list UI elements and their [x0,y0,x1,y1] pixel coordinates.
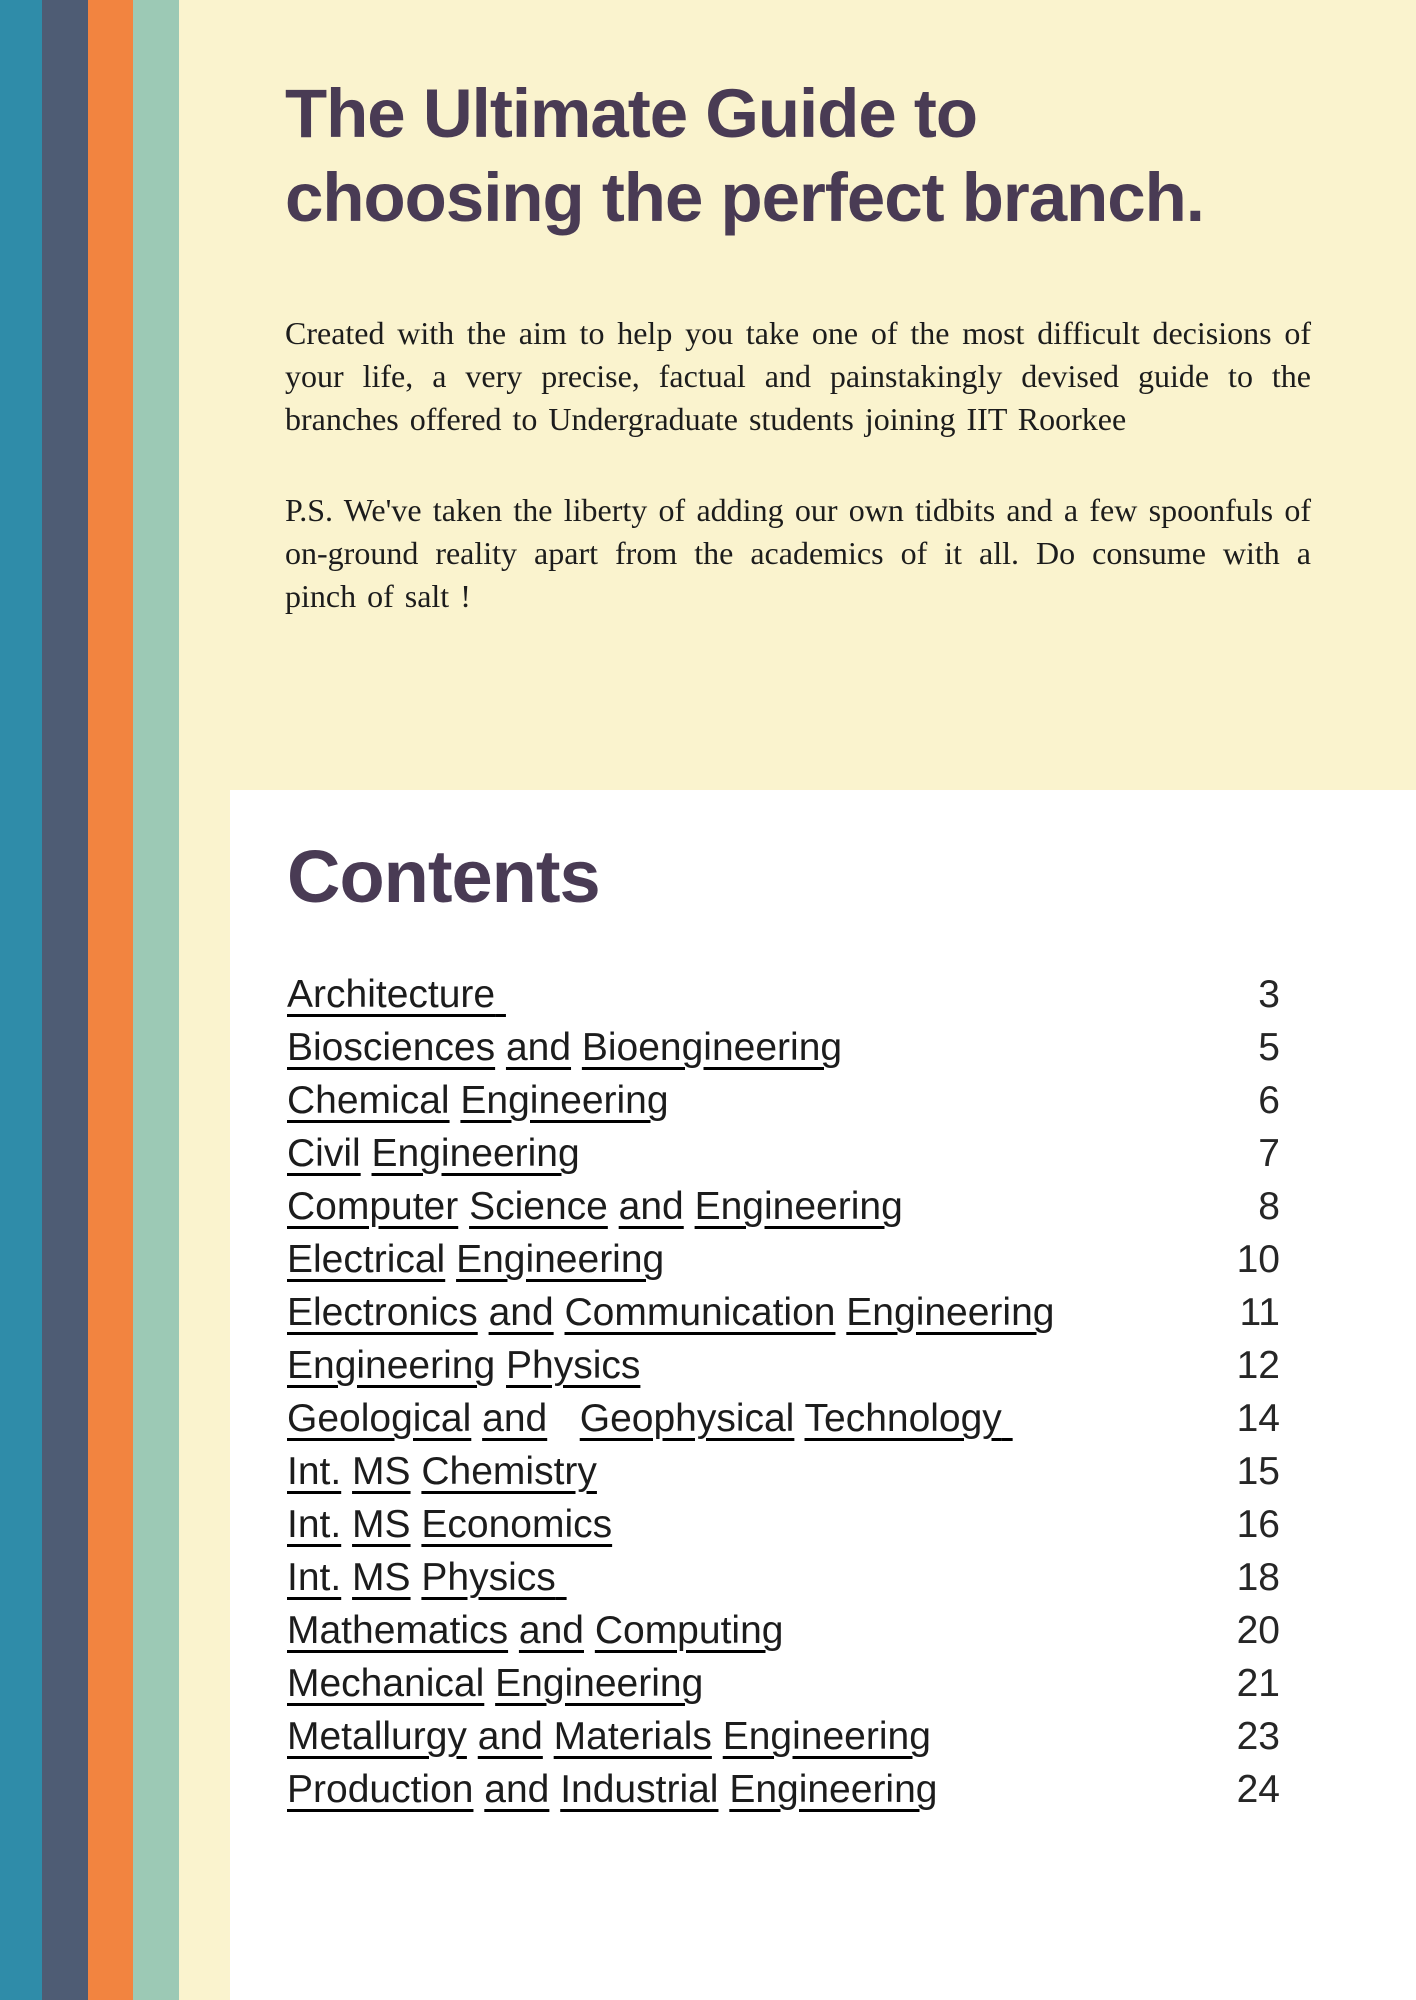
intro-text [285,312,1311,618]
toc-row [287,1445,1280,1498]
toc-row [287,1127,1280,1180]
stripe-slate [42,0,88,2000]
toc-page-number: 6 [1258,1079,1280,1122]
toc-link[interactable]: Computer Science and Engineering [287,1185,903,1228]
toc-link[interactable]: Geological and Geophysical Technology [287,1397,1002,1440]
ps-paragraph: P.S. We've taken the liberty of adding our own tidbits and a few spoonfuls of on-ground reality apart from the academics of it all. Do consume with a pinch of salt ! [285,492,1311,614]
toc-page-number: 11 [1239,1291,1280,1334]
toc-row [287,1657,1280,1710]
toc-row [287,1604,1280,1657]
toc-row [287,1021,1280,1074]
toc-link[interactable]: Electrical Engineering [287,1238,665,1281]
toc-page-number: 21 [1236,1662,1280,1705]
toc-page-number: 16 [1236,1503,1280,1546]
toc-page-number: 8 [1258,1185,1280,1228]
toc-link[interactable]: Int. MS Chemistry [287,1450,597,1493]
toc-row [287,1074,1280,1127]
toc-page-number: 14 [1236,1397,1280,1440]
toc-link[interactable]: Civil Engineering [287,1132,580,1175]
stripe-orange [88,0,133,2000]
toc-link[interactable]: Architecture [287,973,496,1016]
toc-page-number: 12 [1236,1344,1280,1387]
toc-page-number: 10 [1236,1238,1280,1281]
toc-link[interactable]: Production and Industrial Engineering [287,1768,938,1811]
toc-page-number: 15 [1236,1450,1280,1493]
intro-paragraph: Created with the aim to help you take one of the most difficult decisions of your life, a very precise, factual and painstakingly devised guide to the branches offered to Undergraduate students joining IIT Roorkee [285,315,1311,437]
page-title-line-1: The Ultimate Guide to [285,75,978,152]
toc-row [287,1498,1280,1551]
toc-link[interactable]: Metallurgy and Materials Engineering [287,1715,931,1758]
toc-link[interactable]: Mathematics and Computing [287,1609,784,1652]
toc-row [287,1286,1280,1339]
header [285,72,1357,240]
toc-link[interactable]: Biosciences and Bioengineering [287,1026,843,1069]
toc-link[interactable]: Mechanical Engineering [287,1662,704,1705]
toc-row [287,1233,1280,1286]
toc-row [287,1763,1280,1816]
toc-row [287,1710,1280,1763]
toc-page-number: 18 [1236,1556,1280,1599]
toc-link[interactable]: Electronics and Communication Engineering [287,1291,1055,1334]
toc-row [287,1551,1280,1604]
toc-link[interactable]: Chemical Engineering [287,1079,669,1122]
toc-row [287,1180,1280,1233]
stripe-sage [133,0,179,2000]
toc-page-number: 23 [1236,1715,1280,1758]
contents-heading: Contents [287,835,600,918]
toc-row [287,968,1280,1021]
toc-link[interactable]: Engineering Physics [287,1344,641,1387]
toc-row [287,1339,1280,1392]
toc-page-number: 3 [1258,973,1280,1016]
toc-page-number: 20 [1236,1609,1280,1652]
toc-link[interactable]: Int. MS Physics [287,1556,556,1599]
page-title [285,72,1357,240]
toc-link[interactable]: Int. MS Economics [287,1503,613,1546]
page-title-line-2: choosing the perfect branch. [285,159,1204,236]
toc-page-number: 24 [1236,1768,1280,1811]
stripe-teal [0,0,42,2000]
toc-page-number: 7 [1258,1132,1280,1175]
table-of-contents [287,968,1280,1816]
toc-row [287,1392,1280,1445]
toc-page-number: 5 [1258,1026,1280,1069]
contents-panel [230,790,1416,2000]
